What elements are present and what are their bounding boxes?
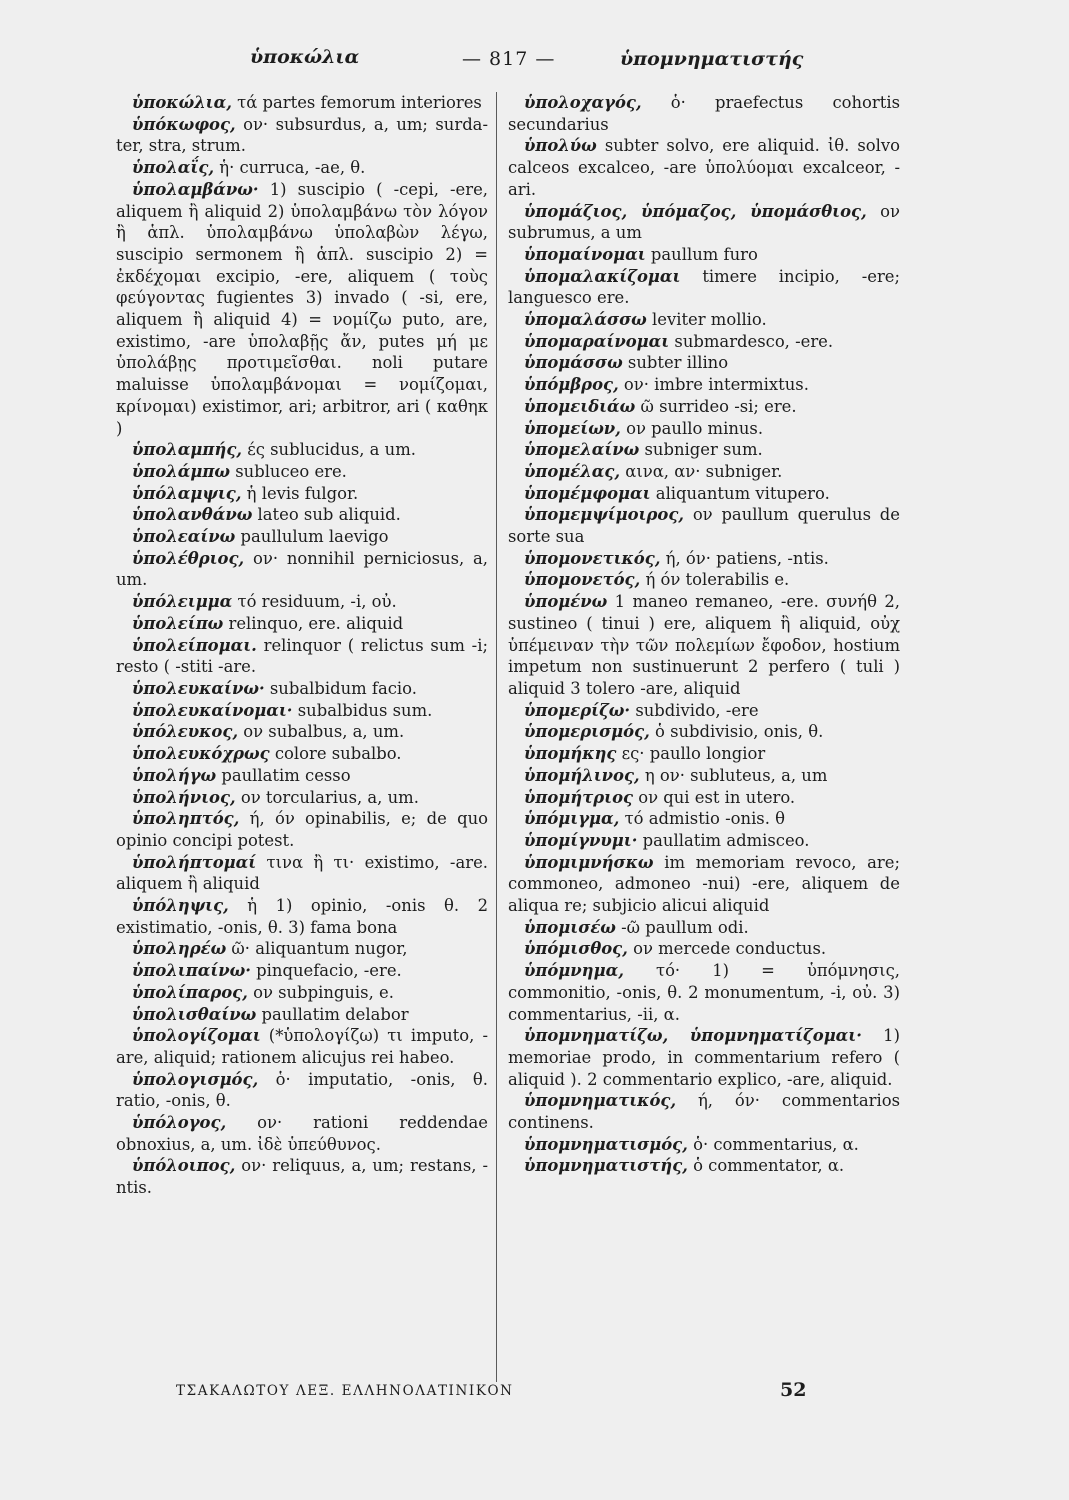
entry-headword: ὑπόμισθος, — [524, 939, 628, 959]
entry-headword: ὑπόμνημα, — [524, 961, 624, 981]
entry-definition: subalbidus sum. — [297, 700, 433, 720]
dictionary-entry — [116, 1155, 488, 1198]
dictionary-entry — [116, 982, 488, 1004]
dictionary-entry — [508, 917, 900, 939]
dictionary-entry — [508, 938, 900, 960]
dictionary-entry — [508, 743, 900, 765]
entry-definition: ὁ commentator, α. — [693, 1156, 845, 1176]
dictionary-entry — [116, 1004, 488, 1026]
entry-headword: ὑπομερισμός, — [524, 722, 650, 742]
entry-headword: ὑπομείων, — [524, 418, 621, 438]
entry-headword: ὑπολαμβάνω· — [132, 179, 259, 199]
entry-definition: ή, όν· patiens, -ntis. — [665, 548, 829, 568]
entry-definition: ον· rationi reddendae obnoxius, a, um. ἰδὲ ὑπεύθυνος. — [116, 1113, 488, 1154]
entry-headword: ὑπόλοιπος, — [132, 1156, 236, 1176]
dictionary-entry — [508, 852, 900, 917]
entry-headword: ὑπολισθαίνω — [132, 1004, 257, 1024]
entry-headword: ὑπομεμψίμοιρος, — [524, 505, 685, 525]
dictionary-entry — [508, 808, 900, 830]
entry-definition: ον mercede conductus. — [633, 939, 827, 959]
entry-headword: ὑπομιμνήσκω — [524, 852, 654, 872]
entry-headword: ὑπομένω — [524, 592, 608, 612]
entry-headword: ὑπολογισμός, — [132, 1069, 259, 1089]
entry-headword: ὑπολύω — [524, 136, 597, 156]
entry-definition: leviter mollio. — [652, 310, 767, 330]
dictionary-entry — [116, 483, 488, 505]
entry-definition: subter illino — [627, 353, 729, 373]
entry-definition: (*ὑπολογίζω) τι imputo, -are, aliquid; rationem alicujus rei habeo. — [116, 1026, 488, 1067]
page-header — [120, 46, 980, 80]
entry-definition: τό admistio -onis. θ — [624, 809, 786, 829]
entry-definition: ὁ subdivisio, onis, θ. — [655, 722, 824, 742]
entry-definition: αινα, αν· subniger. — [625, 461, 783, 481]
entry-definition: subter solvo, ere aliquid. ἰθ. solvo calceos excalceo, -are ὑπολύομαι excalceor, -ari. — [508, 136, 900, 199]
entry-headword: ὑπολάμπω — [132, 461, 231, 481]
entry-headword: ὑπολευκαίνω· — [132, 678, 265, 698]
entry-definition: ές sublucidus, a um. — [247, 440, 416, 460]
entry-definition: subluceo ere. — [235, 461, 347, 481]
entry-definition: ἡ· curruca, -ae, θ. — [219, 158, 366, 178]
dictionary-entry — [116, 591, 488, 613]
entry-definition: η ον· subluteus, a, um — [644, 765, 828, 785]
dictionary-entry — [508, 352, 900, 374]
entry-definition: ον subpinguis, e. — [253, 982, 394, 1002]
entry-headword: ὑπομίγνυμι· — [524, 830, 638, 850]
entry-headword: ὑπομερίζω· — [524, 700, 631, 720]
entry-definition: τά partes femorum interiores — [237, 93, 482, 112]
entry-headword: ὑπομέμφομαι — [524, 483, 651, 503]
dictionary-entry — [116, 1025, 488, 1068]
entry-headword: ὑπόλογος, — [132, 1113, 227, 1133]
entry-definition: aliquantum vitupero. — [655, 483, 830, 503]
entry-headword: ὑπομέλας, — [524, 461, 621, 481]
dictionary-entry — [508, 309, 900, 331]
left-column — [116, 92, 488, 1199]
dictionary-entry — [508, 418, 900, 440]
dictionary-entry — [116, 439, 488, 461]
dictionary-entry — [116, 852, 488, 895]
entry-definition: τό residuum, -i, οὐ. — [237, 592, 397, 612]
dictionary-entry — [508, 483, 900, 505]
entry-definition: ον· imbre intermixtus. — [623, 375, 809, 395]
entry-definition: pinquefacio, -ere. — [256, 961, 402, 981]
entry-definition: subniger sum. — [644, 440, 763, 460]
page-number: — 817 — — [462, 48, 556, 70]
dictionary-entry — [508, 721, 900, 743]
header-right-guide-word: ὑπομνηματιστής — [620, 48, 804, 70]
entry-headword: ὑπολεαίνω — [132, 527, 236, 547]
entry-headword: ὑπολανθάνω — [132, 505, 253, 525]
dictionary-entry — [508, 700, 900, 722]
entry-definition: ή, όν· commentarios continens. — [508, 1091, 900, 1133]
entry-headword: ὑπομήκης — [524, 744, 617, 764]
entry-definition: ον· nonnihil perniciosus, a, um. — [116, 548, 488, 590]
entry-headword: ὑπομνηματίζω, ὑπομνηματίζομαι· — [524, 1026, 862, 1046]
column-divider — [496, 92, 497, 1382]
dictionary-entry — [508, 1090, 900, 1133]
dictionary-entry — [116, 548, 488, 591]
entry-headword: ὑπομαίνομαι — [524, 244, 646, 264]
entry-definition: 1 maneo remaneo, -ere. συνήθ 2, sustineo ( tinui ) ere, aliquem ἢ aliquid, οὐχ ὑπέμειναν τὴν τῶν πολεμίων ἔφοδον, hostium impetum non sustinuerunt 2 perfero ( tuli ) aliquid 3 tolero -are, aliquid — [508, 592, 901, 698]
entry-headword: ὑποληρέω — [132, 939, 227, 959]
dictionary-entry — [116, 678, 488, 700]
entry-definition: timere incipio, -ere; languesco ere. — [508, 266, 901, 308]
entry-definition: ῶ· aliquantum nugor, — [231, 939, 408, 959]
entry-definition: ἡ 1) opinio, -onis θ. 2 existimatio, -onis, θ. 3) fama bona — [116, 896, 488, 937]
entry-definition: lateo sub aliquid. — [257, 505, 401, 525]
entry-definition: subalbidum facio. — [269, 678, 417, 698]
dictionary-entry — [508, 569, 900, 591]
entry-definition: relinquor ( relictus sum -i; resto ( -stiti -are. — [116, 635, 488, 677]
dictionary-entry — [508, 1134, 900, 1156]
entry-headword: ὑπολείπομαι. — [132, 635, 257, 655]
entry-headword: ὑπόμβρος, — [524, 375, 619, 395]
entry-definition: ή, όν opinabilis, e; de quo opinio concipi potest. — [116, 809, 488, 850]
entry-definition: τινα ἢ τι· existimo, -are. aliquem ἢ aliquid — [116, 852, 488, 894]
entry-headword: ὑπόλευκος, — [132, 722, 239, 742]
dictionary-entry — [116, 938, 488, 960]
entry-headword: ὑπόλειμμα — [132, 592, 233, 612]
entry-definition: ον subalbus, a, um. — [243, 722, 405, 742]
dictionary-entry — [116, 613, 488, 635]
dictionary-entry — [508, 374, 900, 396]
dictionary-entry — [116, 526, 488, 548]
page-footer — [176, 1379, 876, 1413]
entry-definition: τό· 1) = ὑπόμνησις, commonitio, -onis, θ. 2 monumentum, -i, οὐ. 3) commentarius, -ii, α. — [508, 961, 900, 1024]
entry-definition: subdivido, -ere — [635, 700, 759, 720]
entry-headword: ὑπολήπτομαί — [132, 852, 257, 872]
entry-headword: ὑπομονετικός, — [524, 548, 661, 568]
dictionary-entry — [116, 700, 488, 722]
dictionary-entry — [508, 548, 900, 570]
dictionary-entry — [508, 439, 900, 461]
entry-definition: 1) memoriae prodo, in commentarium refero ( aliquid ). 2 commentario explico, -are, aliquid. — [508, 1026, 900, 1089]
entry-headword: ὑπόλαμψις, — [132, 483, 242, 503]
entry-headword: ὑποκώλια, — [132, 93, 232, 112]
dictionary-entry — [508, 461, 900, 483]
dictionary-entry — [508, 504, 900, 547]
entry-definition: ον paullo minus. — [626, 418, 764, 438]
entry-definition: ες· paullo longior — [621, 744, 766, 764]
entry-headword: ὑπόκωφος, — [132, 114, 236, 134]
entry-headword: ὑπολαΐς, — [132, 158, 215, 178]
dictionary-entry — [116, 635, 488, 678]
entry-headword: ὑπομελαίνω — [524, 440, 640, 460]
entry-headword: ὑπομαλακίζομαι — [524, 266, 681, 286]
dictionary-entry — [508, 244, 900, 266]
entry-definition: ἡ levis fulgor. — [246, 483, 359, 503]
entry-headword: ὑπομαραίνομαι — [524, 331, 670, 351]
dictionary-entry — [116, 461, 488, 483]
entry-headword: ὑπομήτριος — [524, 787, 633, 807]
dictionary-entry — [508, 1155, 900, 1177]
entry-headword: ὑποληπτός, — [132, 809, 240, 829]
entry-headword: ὑπολείπω — [132, 613, 224, 633]
entry-definition: ῶ surrideo -si; ere. — [640, 396, 797, 416]
entry-headword: ὑπομνηματισμός, — [524, 1134, 688, 1154]
dictionary-entry — [116, 765, 488, 787]
entry-headword: ὑπομονετός, — [524, 570, 641, 590]
entry-definition: ή όν tolerabilis e. — [645, 570, 790, 590]
entry-headword: ὑπομάζιος, ὑπόμαζος, ὑπομάσθιος, — [524, 201, 867, 221]
entry-headword: ὑπομισέω — [524, 917, 616, 937]
entry-definition: paullulum laevigo — [240, 527, 389, 547]
entry-definition: ὁ· imputatio, -onis, θ. ratio, -onis, θ. — [116, 1069, 488, 1111]
dictionary-entry — [508, 266, 900, 309]
entry-definition: ὁ· praefectus cohortis secundarius — [508, 93, 900, 134]
dictionary-entry — [116, 721, 488, 743]
entry-headword: ὑπομήλινος, — [524, 765, 640, 785]
dictionary-entry — [116, 743, 488, 765]
dictionary-entry — [508, 201, 900, 244]
dictionary-entry — [116, 157, 488, 179]
dictionary-entry — [508, 92, 900, 135]
entry-definition: paullatim cesso — [221, 765, 351, 785]
dictionary-entry — [508, 830, 900, 852]
dictionary-entry — [116, 808, 488, 851]
entry-definition: im memoriam revoco, are; commoneo, admoneo -nui) -ere, aliquem de aliqua re; subjicio alicui aliquid — [508, 852, 900, 916]
entry-definition: paullatim admisceo. — [642, 830, 810, 850]
dictionary-entry — [508, 135, 900, 200]
dictionary-entry — [508, 765, 900, 787]
dictionary-entry — [508, 1025, 900, 1090]
entry-headword: ὑπολοχαγός, — [524, 93, 642, 112]
entry-headword: ὑπολευκαίνομαι· — [132, 700, 293, 720]
dictionary-entry — [116, 895, 488, 938]
entry-definition: ον qui est in utero. — [638, 787, 796, 807]
entry-headword: ὑπολέθριος, — [132, 548, 245, 568]
entry-definition: ον· reliquus, a, um; restans, -ntis. — [116, 1156, 488, 1198]
entry-definition: ον torcularius, a, um. — [240, 787, 419, 807]
signature-number: 52 — [780, 1379, 807, 1401]
entry-headword: ὑπομειδιάω — [524, 396, 636, 416]
entry-definition: submardesco, -ere. — [674, 331, 834, 351]
entry-headword: ὑπομνηματικός, — [524, 1091, 677, 1111]
entry-headword: ὑπομάσσω — [524, 353, 623, 373]
entry-headword: ὑπολαμπής, — [132, 440, 243, 460]
dictionary-entry — [116, 504, 488, 526]
entry-headword: ὑπολήνιος, — [132, 787, 236, 807]
entry-definition: -ῶ paullum odi. — [621, 917, 749, 937]
dictionary-entry — [508, 396, 900, 418]
dictionary-entry — [116, 179, 488, 439]
entry-definition: ον· subsurdus, a, um; surda-ter, stra, strum. — [116, 114, 488, 156]
dictionary-entry — [116, 114, 488, 157]
header-left-guide-word: ὑποκώλια — [250, 46, 360, 68]
entry-definition: colore subalbo. — [274, 744, 402, 764]
entry-headword: ὑπολιπαίνω· — [132, 961, 251, 981]
dictionary-entry — [508, 331, 900, 353]
dictionary-entry — [508, 787, 900, 809]
entry-definition: ον subrumus, a um — [508, 201, 900, 243]
entry-definition: ον paullum querulus de sorte sua — [508, 505, 900, 547]
dictionary-entry — [116, 1069, 488, 1112]
entry-headword: ὑπολευκόχρως — [132, 744, 270, 764]
entry-definition: paullum furo — [650, 244, 758, 264]
dictionary-entry — [116, 960, 488, 982]
dictionary-entry — [508, 960, 900, 1025]
dictionary-entry — [116, 787, 488, 809]
entry-headword: ὑπομαλάσσω — [524, 310, 647, 330]
entry-definition: relinquo, ere. aliquid — [228, 613, 404, 633]
entry-headword: ὑπολήγω — [132, 765, 217, 785]
right-column — [508, 92, 900, 1177]
dictionary-entry — [508, 591, 900, 700]
entry-definition: 1) suscipio ( -cepi, -ere, aliquem ἢ aliquid 2) ὑπολαμβάνω τὸν λόγον ἢ ἁπλ. ὑπολαμβάνω ὑπολαβὼν λέγω, suscipio sermonem ἢ ἁπλ. suscipio 2) = ἐκδέχομαι excipio, -ere, aliquem ( τοὺς φεύγοντας fugientes 3) invado ( -si, ere, aliquem ἢ aliquid 4) = νομίζω puto, are, existimo, -are ὑπολαβῇς ἄν, putes μή με ὑπολάβῃς πρoτιμεῖσθαι. noli putare maluisse ὑπολαμβάνομαι = νομίζομαι, κρίνομαι) existimor, ari; arbitror, ari ( καθηκ ) — [116, 179, 488, 438]
entry-definition: paullatim delabor — [261, 1004, 409, 1024]
dictionary-entry — [116, 92, 488, 114]
entry-headword: ὑπολίπαρος, — [132, 982, 248, 1002]
entry-definition: ὁ· commentarius, α. — [693, 1134, 859, 1154]
dictionary-entry — [116, 1112, 488, 1155]
entry-headword: ὑπολογίζομαι — [132, 1026, 261, 1046]
entry-headword: ὑπομνηματιστής, — [524, 1156, 688, 1176]
entry-headword: ὑπόληψις, — [132, 896, 229, 916]
footer-title: ΤΣΑΚΑΛΩΤΟΥ ΛΕΞ. ΕΛΛΗΝΟΛΑΤΙΝΙΚΟΝ — [176, 1383, 514, 1399]
entry-headword: ὑπόμιγμα, — [524, 809, 620, 829]
